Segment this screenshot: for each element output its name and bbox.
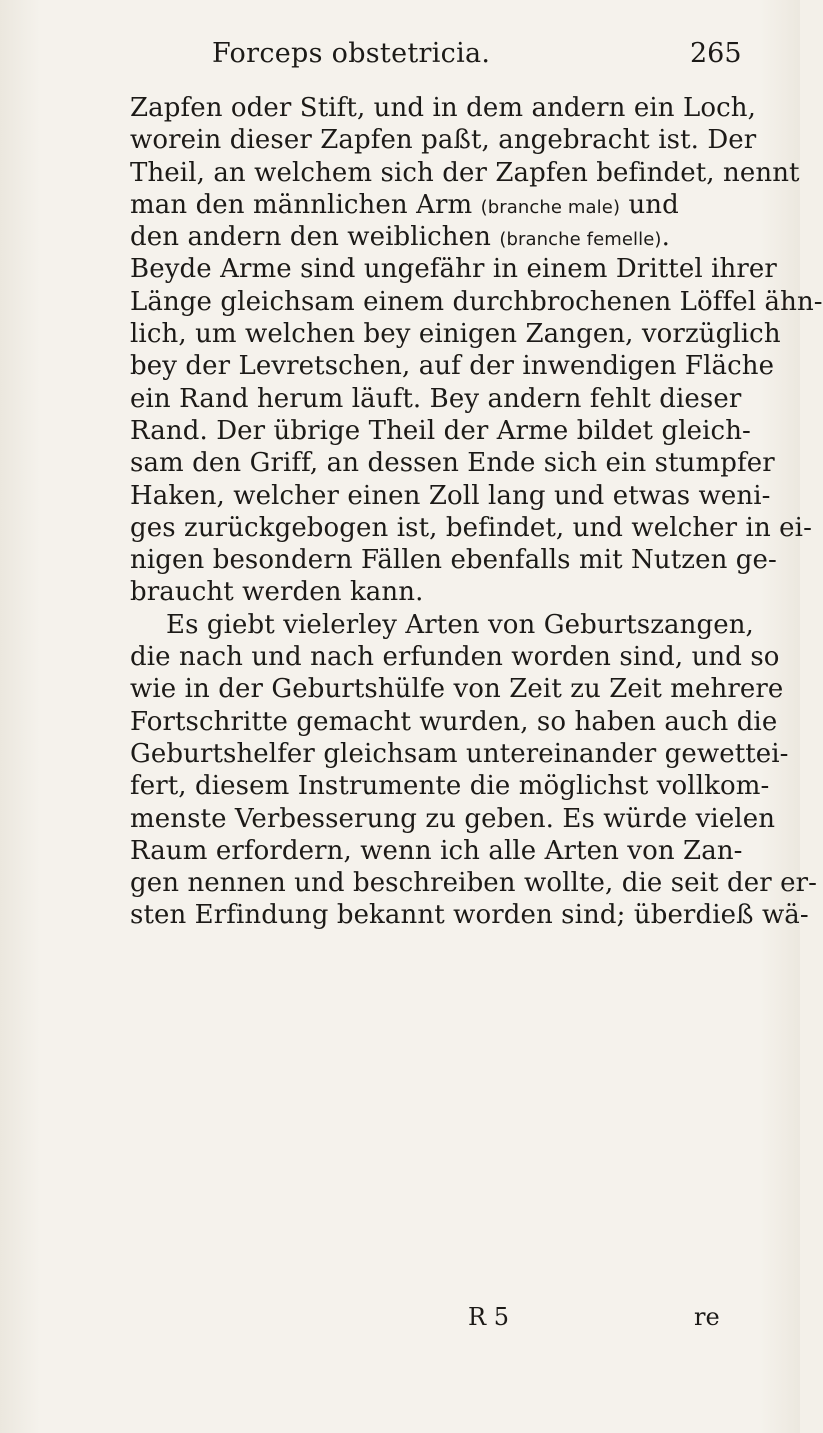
text-line-3: Theil, an welchem sich der Zapfen befindet, nennt [130, 157, 800, 188]
text-line-24: Raum erfordern, wenn ich alle Arten von Zan- [130, 835, 743, 866]
text-line-10: ein Rand herum läuft. Bey andern fehlt dieser [130, 383, 742, 414]
text-line-1: Zapfen oder Stift, und in dem andern ein Loch, [130, 93, 756, 123]
text-line-17: Es giebt vielerley Arten von Geburtszangen, [166, 609, 754, 640]
text-line-23: menste Verbesserung zu geben. Es würde vielen [130, 803, 776, 834]
text-line-26: sten Erfindung bekannt worden sind; überdieß wä- [130, 900, 809, 931]
text-line-4-main: man den männlichen Arm [130, 189, 473, 220]
text-line-13: Haken, welcher einen Zoll lang und etwas weni- [130, 480, 771, 511]
text-line-18: die nach und nach erfunden worden sind, und so [130, 642, 780, 673]
text-line-8: lich, um welchen bey einigen Zangen, vorzüglich [130, 319, 781, 350]
text-line-14: ges zurückgebogen ist, befindet, und welcher in ei- [130, 512, 812, 543]
text-line-9: bey der Levretschen, auf der inwendigen Fläche [130, 351, 775, 382]
text-line-4-tail: und [628, 189, 679, 220]
page-header [0, 38, 800, 78]
text-line-25: gen nennen und beschreiben wollte, die seit der er- [130, 868, 818, 899]
text-line-22: fert, diesem Instrumente die möglichst vollkom- [130, 771, 770, 802]
text-line-11: Rand. Der übrige Theil der Arme bildet gleich- [130, 415, 751, 446]
catchword: re [694, 1303, 720, 1331]
text-line-19: wie in der Geburtshülfe von Zeit zu Zeit mehrere [130, 674, 784, 705]
text-line-5-main: den andern den weiblichen [130, 222, 491, 253]
text-line-6: Beyde Arme sind ungefähr in einem Drittel ihrer [130, 254, 777, 285]
text-line-5 [130, 221, 720, 253]
text-line-12: sam den Griff, an dessen Ende sich ein stumpfer [130, 448, 775, 479]
text-line-20: Fortschritte gemacht wurden, so haben auch die [130, 706, 778, 737]
text-line-7: Länge gleichsam einem durchbrochenen Löffel ähn- [130, 286, 823, 317]
signature-mark: R 5 [468, 1303, 509, 1331]
text-line-4 [130, 189, 720, 221]
page-number: 265 [690, 38, 742, 69]
gloss-branche-male: (branche male) [480, 196, 621, 218]
text-line-16: braucht werden kann. [130, 577, 424, 608]
text-line-21: Geburtshelfer gleichsam untereinander gewettei- [130, 738, 789, 769]
text-line-2: worein dieser Zapfen paßt, angebracht ist. Der [130, 125, 757, 156]
text-line-15: nigen besondern Fällen ebenfalls mit Nutzen ge- [130, 545, 777, 576]
text-line-5-tail: . [661, 222, 670, 253]
body-text [130, 92, 823, 932]
running-head: Forceps obstetricia. [212, 38, 491, 69]
gloss-branche-femelle: (branche femelle) [499, 229, 662, 251]
